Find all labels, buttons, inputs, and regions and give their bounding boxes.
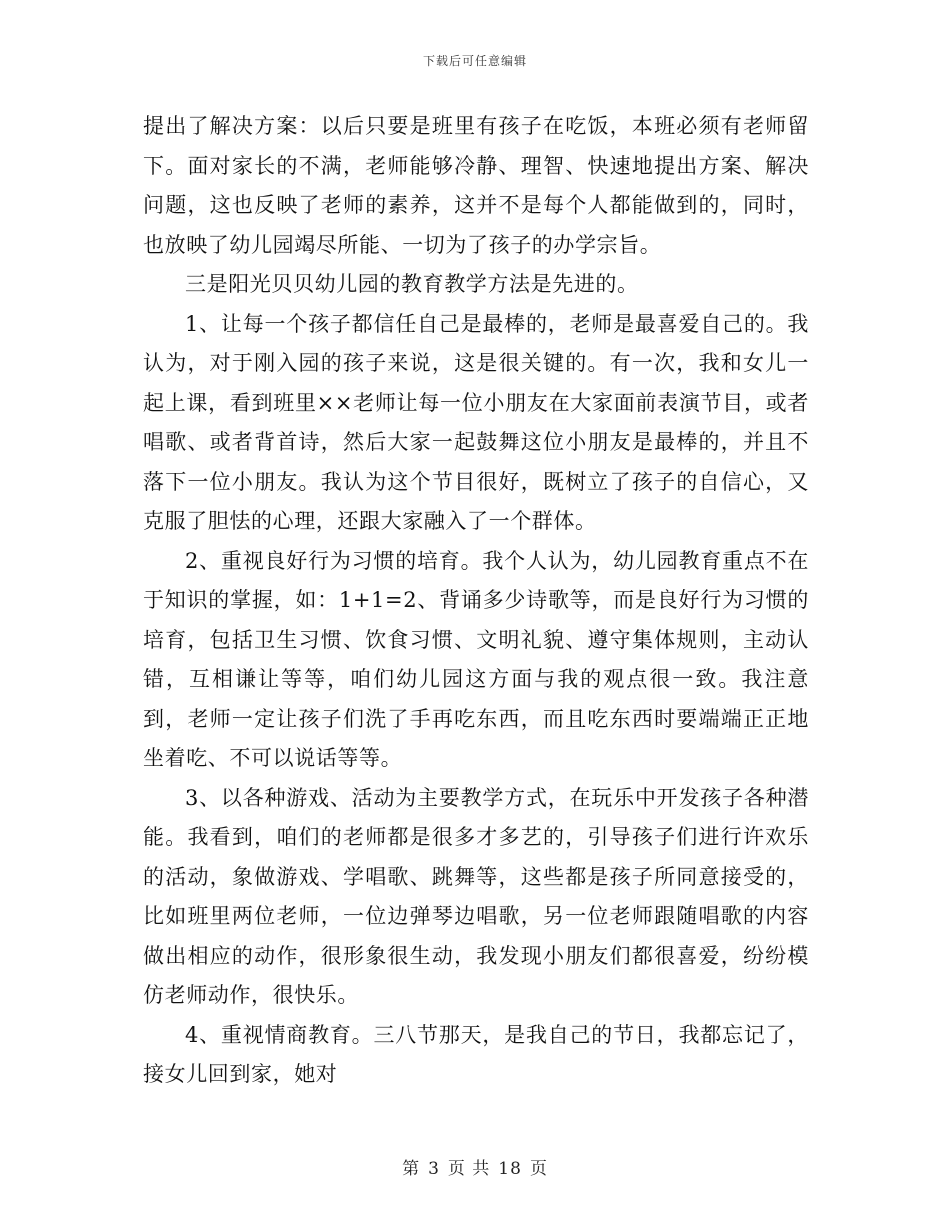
paragraph-continued: 提出了解决方案：以后只要是班里有孩子在吃饭，本班必须有老师留下。面对家长的不满，老师能够冷静、理智、快速地提出方案、解决问题，这也反映了老师的素养，这并不是每个人都能做到的，同时，也放映了幼儿园竭尽所能、一切为了孩子的办学宗旨。 bbox=[143, 114, 809, 257]
footer-prefix: 第 bbox=[402, 1159, 421, 1179]
footer-middle: 页 共 bbox=[447, 1159, 491, 1179]
paragraph-point-3: 3、以各种游戏、活动为主要教学方式，在玩乐中开发孩子各种潜能。我看到，咱们的老师都是很多才多艺的，引导孩子们进行许欢乐的活动，象做游戏、学唱歌、跳舞等，这些都是孩子所同意接受的，比如班里两位老师，一位边弹琴边唱歌，另一位老师跟随唱歌的内容做出相应的动作，很形象很生动，我发现小朋友们都很喜爱，纷纷模仿老师动作，很快乐。 bbox=[143, 785, 809, 1007]
header-note: 下载后可任意编辑 bbox=[422, 54, 527, 68]
paragraph-point-1: 1、让每一个孩子都信任自己是最棒的，老师是最喜爱自己的。我认为，对于刚入园的孩子来说，这是很关键的。有一次，我和女儿一起上课，看到班里××老师让每一位小朋友在大家面前表演节目，或者唱歌、或者背首诗，然后大家一起鼓舞这位小朋友是最棒的，并且不落下一位小朋友。我认为这个节目很好，既树立了孩子的自信心，又克服了胆怯的心理，还跟大家融入了一个群体。 bbox=[143, 311, 809, 533]
page-footer bbox=[0, 1154, 950, 1179]
paragraph-section-three: 三是阳光贝贝幼儿园的教育教学方法是先进的。 bbox=[185, 272, 639, 296]
page-body bbox=[143, 107, 809, 1095]
footer-total-pages: 18 bbox=[498, 1159, 522, 1179]
paragraph-point-4: 4、重视情商教育。三八节那天，是我自己的节日，我都忘记了，接女儿回到家，她对 bbox=[143, 1022, 809, 1086]
footer-suffix: 页 bbox=[529, 1159, 548, 1179]
footer-page-number: 3 bbox=[428, 1159, 440, 1179]
paragraph-point-2: 2、重视良好行为习惯的培育。我个人认为，幼儿园教育重点不在于知识的掌握，如：1+1=2、背诵多少诗歌等，而是良好行为习惯的培育，包括卫生习惯、饮食习惯、文明礼貌、遵守集体规则，主动认错，互相谦让等等，咱们幼儿园这方面与我的观点很一致。我注意到，老师一定让孩子们洗了手再吃东西，而且吃东西时要端端正正地坐着吃、不可以说话等等。 bbox=[143, 548, 809, 770]
